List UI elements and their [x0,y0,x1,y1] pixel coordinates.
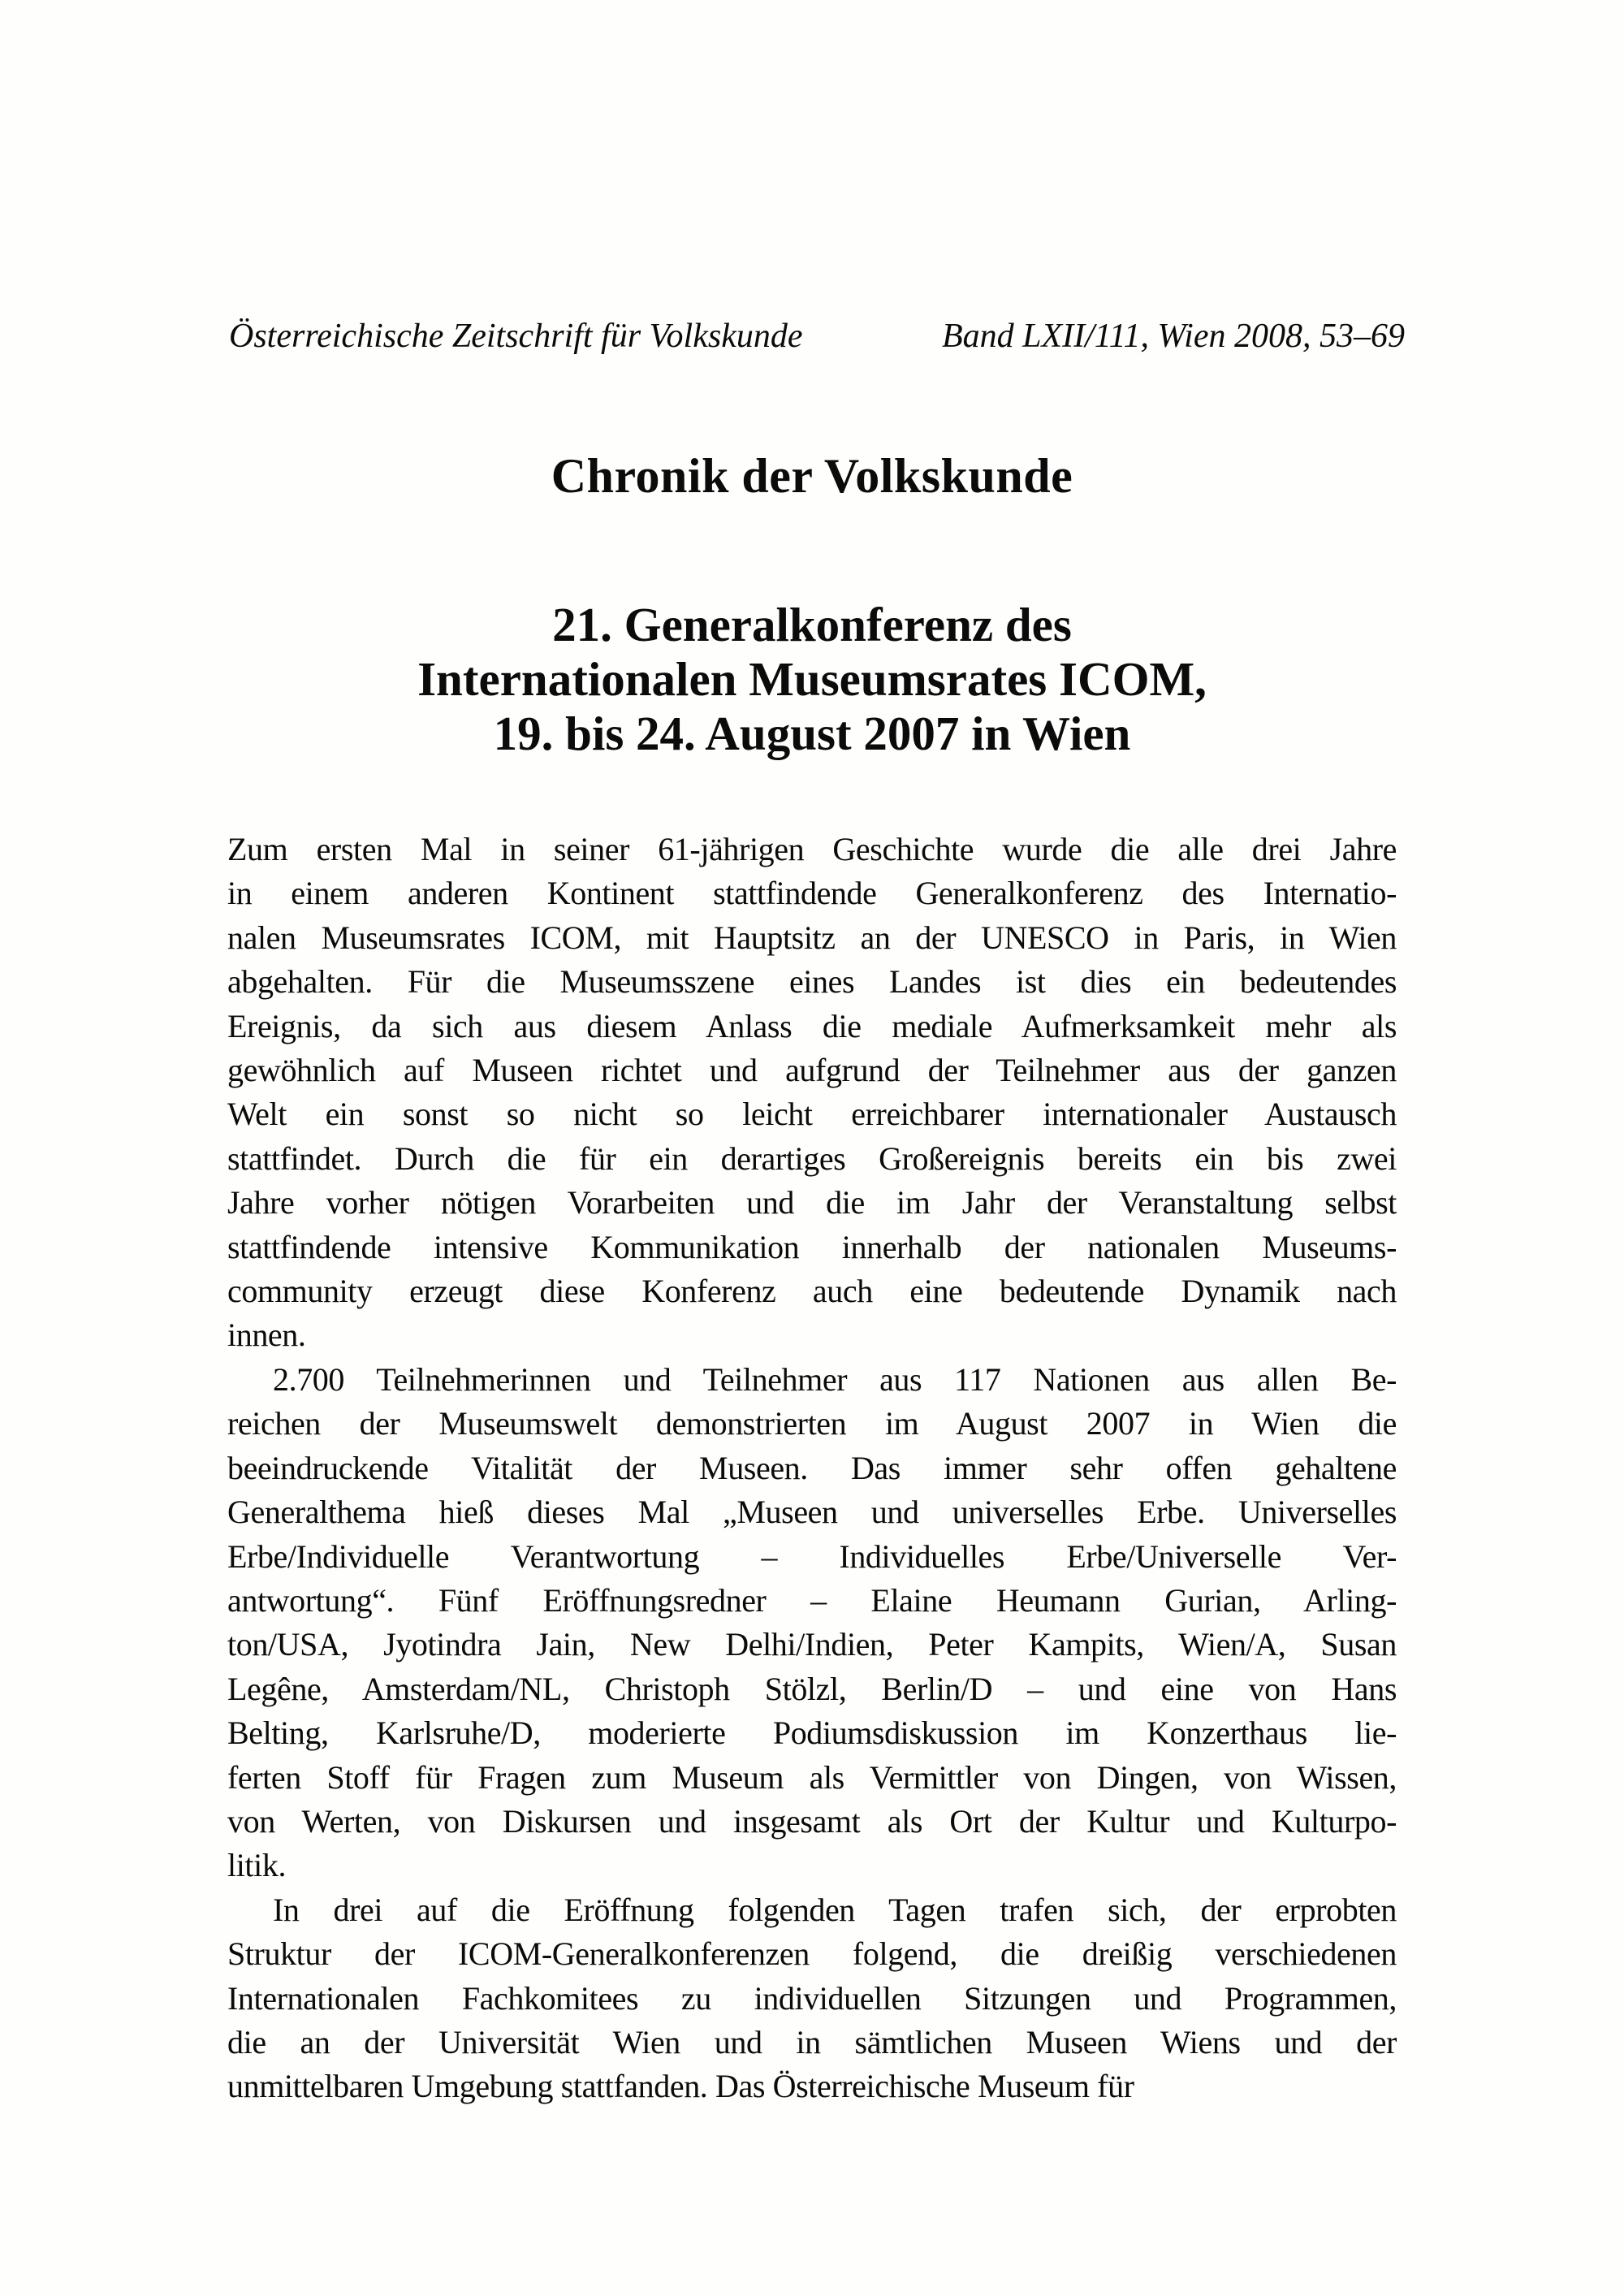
running-head [229,317,1405,356]
text-line: Ereignis, da sich aus diesem Anlass die mediale Aufmerksamkeit mehr als [227,1007,1397,1044]
text-line: Struktur der ICOM-Generalkonferenzen folgend, die dreißig verschiedenen [227,1935,1397,1973]
text-line: Belting, Karlsruhe/D, moderierte Podiumsdiskussion im Konzerthaus lie- [227,1714,1397,1752]
text-line: Zum ersten Mal in seiner 61-jährigen Geschichte wurde die alle drei Jahre [227,831,1397,867]
issue-info: Band LXII/111, Wien 2008, 53–69 [941,318,1405,355]
text-line: ferten Stoff für Fragen zum Museum als Vermittler von Dingen, von Wissen, [227,1758,1397,1796]
section-heading: Chronik der Volkskunde [551,449,1073,503]
text-line: nalen Museumsrates ICOM, mit Hauptsitz an der UNESCO in Paris, in Wien [227,919,1397,956]
article-title-line-1: 21. Generalkonferenz des [552,598,1072,651]
article-title-line-2: Internationalen Museumsrates ICOM, [417,652,1207,706]
text-line: Jahre vorher nötigen Vorarbeiten und die im Jahr der Veranstaltung selbst [227,1184,1397,1222]
text-line: in einem anderen Kontinent stattfindende Generalkonferenz des Internatio- [227,875,1397,912]
journal-name: Österreichische Zeitschrift für Volkskunde [229,318,803,355]
text-line: beeindruckende Vitalität der Museen. Das immer sehr offen gehaltene [227,1449,1397,1486]
article-title-line-3: 19. bis 24. August 2007 in Wien [493,707,1131,760]
text-line: unmittelbaren Umgebung stattfanden. Das Österreichische Museum für [227,2068,1134,2105]
text-line: innen. [227,1317,306,1354]
text-line: reichen der Museumswelt demonstrierten im August 2007 in Wien die [227,1405,1397,1442]
text-line: stattfindet. Durch die für ein derartiges Großereignis bereits ein bis zwei [227,1139,1397,1177]
text-line: Welt ein sonst so nicht so leicht erreichbarer internationaler Austausch [227,1096,1397,1133]
text-line: gewöhnlich auf Museen richtet und aufgrund der Teilnehmer aus der ganzen [227,1052,1397,1089]
text-line: von Werten, von Diskursen und insgesamt als Ort der Kultur und Kulturpo- [227,1802,1397,1840]
text-line: community erzeugt diese Konferenz auch eine bedeutende Dynamik nach [227,1273,1397,1310]
text-line: stattfindende intensive Kommunikation innerhalb der nationalen Museums- [227,1228,1397,1265]
text-line: die an der Universität Wien und in sämtlichen Museen Wiens und der [227,2023,1397,2060]
text-line: 2.700 Teilnehmerinnen und Teilnehmer aus 117 Nationen aus allen Be- [273,1360,1397,1398]
text-line: Generalthema hieß dieses Mal „Museen und universelles Erbe. Universelles [227,1494,1397,1531]
text-line: Erbe/Individuelle Verantwortung – Individuelles Erbe/Universelle Ver- [227,1537,1397,1575]
text-line: ton/USA, Jyotindra Jain, New Delhi/Indien, Peter Kampits, Wien/A, Susan [227,1626,1397,1663]
text-line: abgehalten. Für die Museumsszene eines Landes ist dies ein bedeutendes [227,963,1397,1001]
article-title [0,598,1624,761]
text-line: Legêne, Amsterdam/NL, Christoph Stölzl, Berlin/D – und eine von Hans [227,1670,1397,1707]
text-line: In drei auf die Eröffnung folgenden Tagen trafen sich, der erprobten [273,1891,1397,1928]
text-line: litik. [227,1847,287,1884]
text-line: antwortung“. Fünf Eröffnungsredner – Elaine Heumann Gurian, Arling- [227,1581,1397,1619]
article-body [227,828,1397,2109]
text-line: Internationalen Fachkomitees zu individuellen Sitzungen und Programmen, [227,1979,1397,2017]
